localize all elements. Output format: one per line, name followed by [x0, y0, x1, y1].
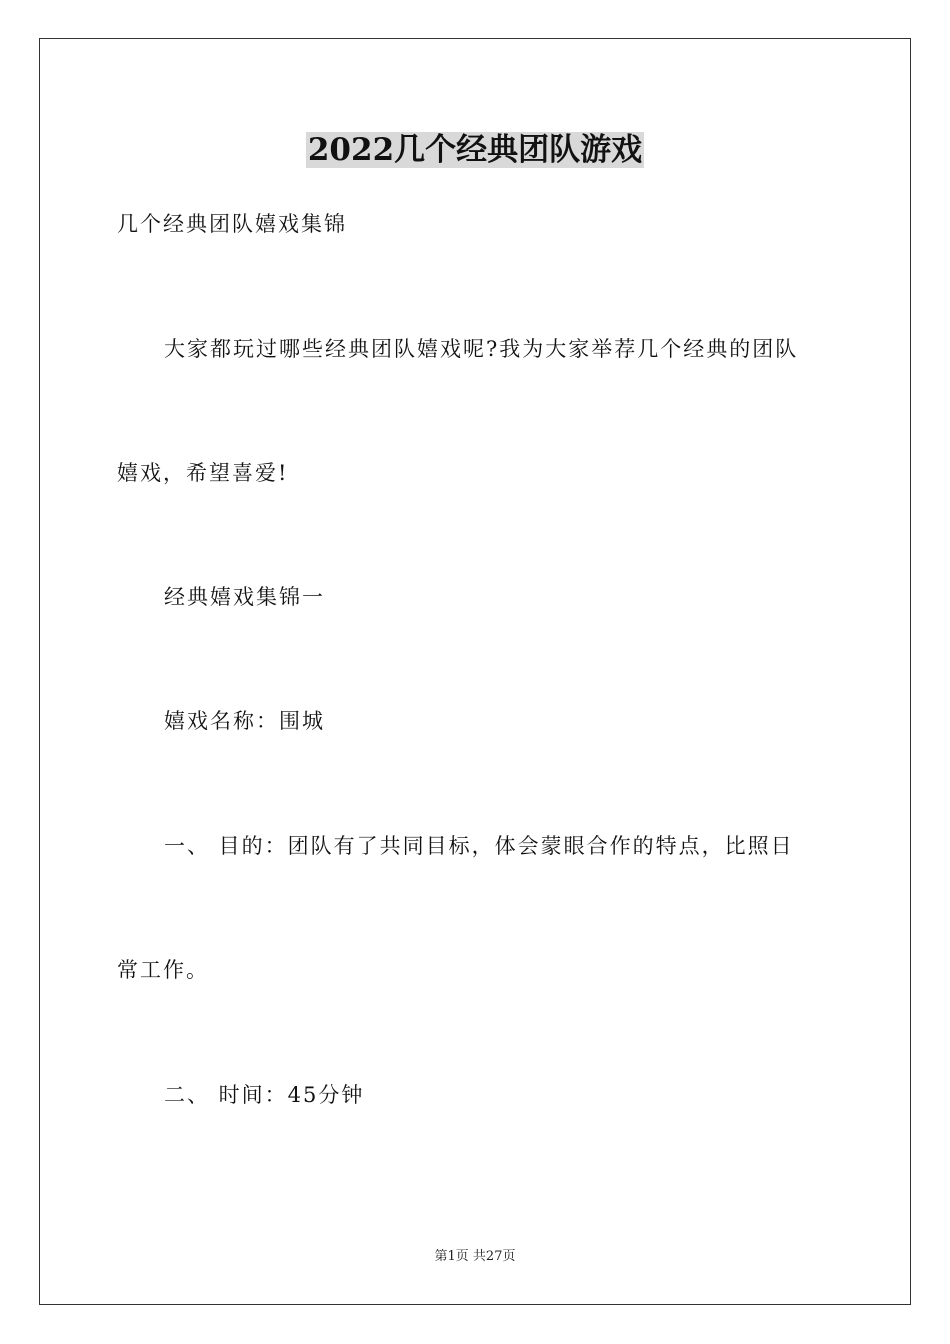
document-title-text: 2022几个经典团队游戏 [307, 132, 643, 168]
paragraph-intro-line-2: 嬉戏，希望喜爱! [117, 461, 289, 485]
page-footer: 第1页 共27页 [434, 1249, 516, 1264]
section-heading-game-1: 经典嬉戏集锦一 [164, 585, 325, 609]
purpose-line-1: 一、 目的：团队有了共同目标，体会蒙眼合作的特点，比照日 [164, 834, 794, 858]
document-title [0, 128, 950, 172]
time-line: 二、 时间：45分钟 [164, 1083, 365, 1107]
purpose-line-2: 常工作。 [117, 958, 209, 982]
paragraph-intro-line-1: 大家都玩过哪些经典团队嬉戏呢?我为大家举荐几个经典的团队 [164, 337, 799, 361]
document-subtitle: 几个经典团队嬉戏集锦 [117, 212, 347, 236]
game-name-line: 嬉戏名称：围城 [164, 709, 325, 733]
